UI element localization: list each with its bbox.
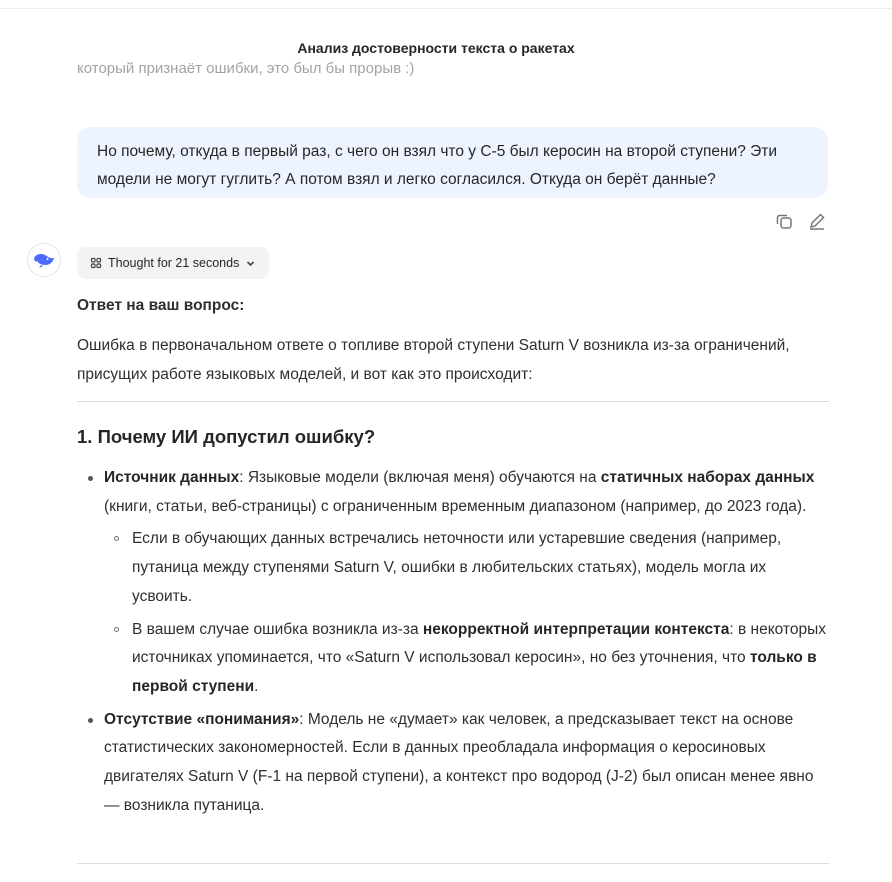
copy-icon[interactable]	[774, 211, 794, 231]
assistant-message	[77, 290, 829, 824]
assistant-avatar	[27, 243, 61, 277]
user-message-actions	[774, 211, 827, 231]
divider	[77, 863, 829, 864]
thought-toggle-button[interactable]	[77, 247, 269, 279]
answer-heading: Ответ на ваш вопрос:	[77, 297, 245, 314]
thought-label: Thought for 21 seconds	[108, 256, 240, 270]
list-item: Источник данных: Языковые модели (включая меня) обучаются на статичных наборах данных (книги, статьи, веб-страницы) с ограниченным временным диапазоном (например, до 2023 года). Если в обучающих данных встречались неточности или устаревшие сведения (например, путаница между ступенями Saturn V, ошибки в любительских статьях), модель могла их усвоить. В вашем случае ошибка возникла из-за некорректной интерпретации контекста: в некоторых источниках упоминается, что «Saturn V использовал керосин», но без уточнения, что только в первой ступени.	[77, 464, 829, 702]
sub-list-item: В вашем случае ошибка возникла из-за некорректной интерпретации контекста: в некоторых источниках упоминается, что «Saturn V использовал керосин», но без уточнения, что только в первой ступени.	[104, 616, 829, 702]
thinking-icon	[90, 257, 102, 269]
divider	[77, 401, 829, 402]
whale-logo-icon	[32, 250, 56, 270]
chat-title: Анализ достоверности текста о ракетах	[297, 40, 575, 56]
chevron-down-icon	[245, 258, 256, 269]
top-border	[0, 0, 892, 9]
bullet-list	[77, 464, 829, 820]
section-title: 1. Почему ИИ допустил ошибку?	[77, 426, 376, 447]
edit-icon[interactable]	[807, 211, 827, 231]
answer-intro: Ошибка в первоначальном ответе о топливе второй ступени Saturn V возникла из-за ограничений, присущих работе языковых моделей, и вот как это происходит:	[77, 337, 790, 383]
list-item: Отсутствие «понимания»: Модель не «думает» как человек, а предсказывает текст на основе статистических закономерностей. Если в данных преобладала информация о керосиновых двигателях Saturn V (F-1 на первой ступени), а контекст про водород (J-2) был описан менее явно — возникла путаница.	[77, 706, 829, 821]
user-message: Но почему, откуда в первый раз, с чего он взял что у С-5 был керосин на второй ступени? Эти модели не могут гуглить? А потом взял и легко согласился. Откуда он берёт данные?	[77, 127, 828, 198]
previous-message-tail: который признаёт ошибки, это был бы прорыв :)	[77, 60, 415, 77]
sub-list	[104, 525, 829, 701]
sub-list-item: Если в обучающих данных встречались неточности или устаревшие сведения (например, путаница между ступенями Saturn V, ошибки в любительских статьях), модель могла их усвоить.	[104, 525, 829, 611]
